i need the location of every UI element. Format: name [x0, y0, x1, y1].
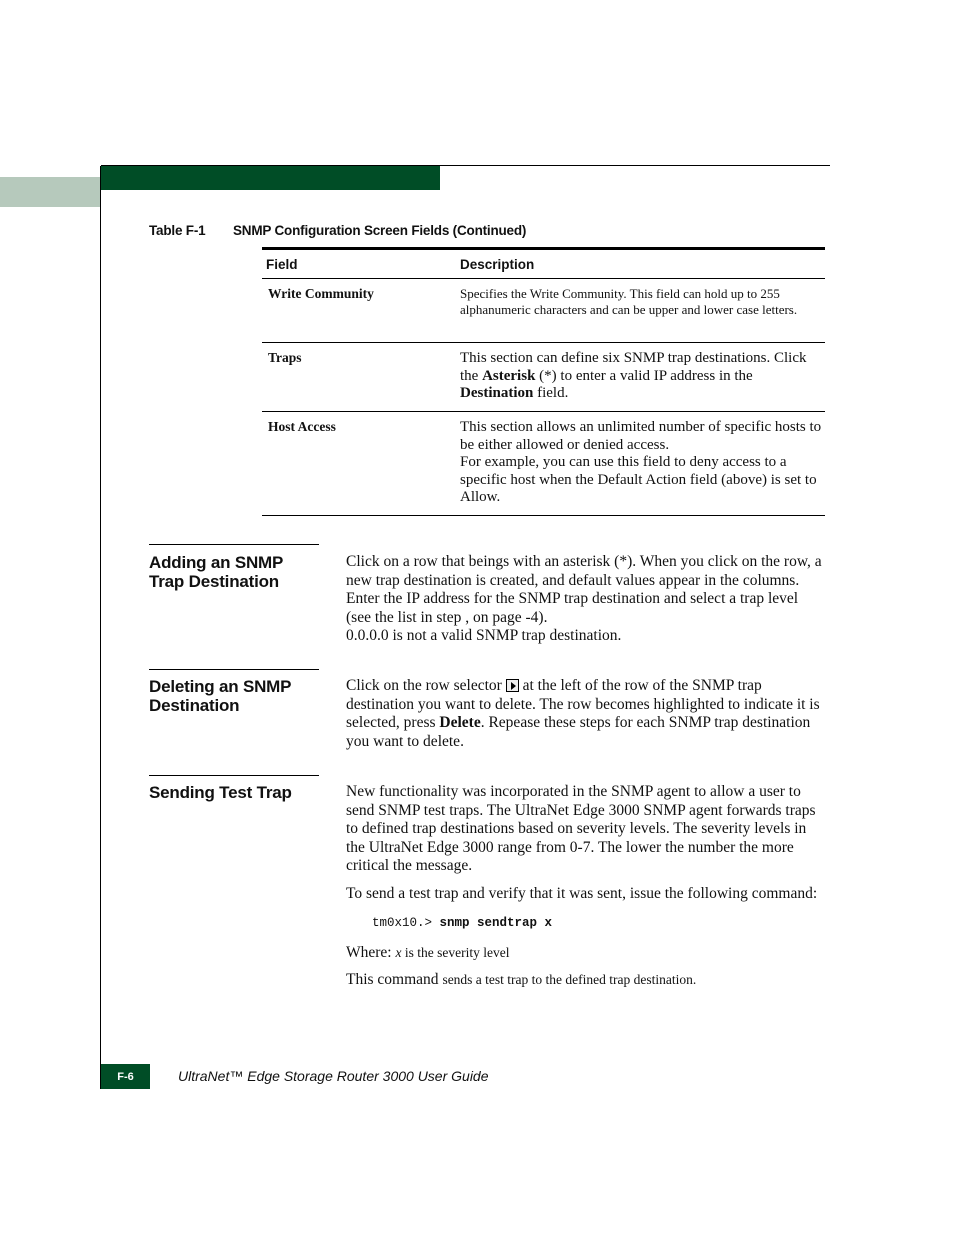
table-cell-description — [460, 350, 825, 411]
table-cell-field: Traps — [268, 350, 302, 365]
table-cell-field: Write Community — [268, 286, 374, 301]
traps-desc-bold2: Destination — [460, 385, 534, 401]
where-line — [346, 944, 826, 963]
page-number: F-6 — [117, 1070, 134, 1083]
section-body-sending — [346, 783, 826, 990]
header-gray-tab — [0, 177, 101, 207]
deleting-para — [346, 677, 826, 751]
footer-title: UltraNet™ Edge Storage Router 3000 User Guide — [178, 1068, 489, 1084]
command-text: snmp sendtrap x — [439, 916, 553, 930]
table-cell-description: Specifies the Write Community. This field can hold up to 255 alphanumeric characters and can be upper and lower case letters. — [460, 286, 798, 317]
command-line — [346, 914, 826, 933]
final-part1: This command — [346, 971, 443, 988]
host-access-desc-line2: For example, you can use this field to deny access to a specific host when the Default Action field (above) is set to Allow. — [460, 454, 817, 505]
table-header-field: Field — [266, 256, 298, 272]
page-number-badge — [101, 1064, 150, 1089]
section-heading-sending: Sending Test Trap — [149, 783, 292, 802]
section-rule-deleting — [149, 669, 319, 670]
command-prompt: tm0x10.> — [372, 916, 440, 930]
section-heading-deleting — [149, 677, 324, 715]
traps-desc-part3: field. — [533, 385, 569, 401]
snmp-fields-table — [262, 247, 825, 516]
section-rule-sending — [149, 775, 319, 776]
left-margin-rule — [100, 166, 101, 1089]
traps-desc-bold1: Asterisk — [482, 367, 536, 384]
traps-desc-part2: (*) to enter a valid IP address in the — [535, 367, 753, 384]
row-selector-icon — [506, 679, 519, 692]
heading-line: Deleting an SNMP — [149, 677, 292, 696]
final-line — [346, 971, 826, 990]
deleting-text-2: at the left of the row of the SNMP trap destination you want to delete. The row becomes highlighted to indicate it is selected, press — [346, 677, 820, 731]
where-label: Where: — [346, 943, 396, 961]
sending-para2: To send a test trap and verify that it was sent, issue the following command: — [346, 884, 818, 902]
final-part2: sends a test trap to the defined trap destination. — [442, 972, 697, 987]
adding-para2: 0.0.0.0 is not a valid SNMP trap destination. — [346, 627, 622, 644]
table-header-description: Description — [460, 256, 535, 272]
table-row — [262, 279, 825, 343]
header-green-bar — [101, 166, 440, 190]
heading-line: Destination — [149, 696, 240, 715]
host-access-desc-line1: This section allows an unlimited number of specific hosts to be either allowed or denied access. — [460, 419, 822, 453]
table-row — [262, 343, 825, 412]
deleting-bold-delete: Delete — [439, 714, 481, 731]
heading-line: Trap Destination — [149, 572, 279, 591]
section-body-adding — [346, 553, 826, 646]
where-variable: x — [395, 944, 402, 960]
traps-desc-part1: This section can define six SNMP trap destinations. Click the — [460, 350, 807, 384]
deleting-text-1: Click on the row selector — [346, 677, 506, 694]
deleting-text-3: . Repease these steps for each SNMP trap destination you want to delete. — [346, 714, 811, 750]
table-caption-title: SNMP Configuration Screen Fields (Continued) — [233, 223, 527, 238]
table-cell-field: Host Access — [268, 419, 336, 434]
table-caption-number: Table F-1 — [149, 223, 206, 238]
where-rest: is the severity level — [401, 944, 510, 960]
table-header-row — [262, 250, 825, 279]
table-cell-description — [460, 419, 825, 515]
section-body-deleting — [346, 677, 826, 751]
sending-para1: New functionality was incorporated in the SNMP agent to allow a user to send SNMP test traps. The UltraNet Edge 3000 SNMP agent forwards traps to defined trap destinations based on severity levels. The severity levels in the UltraNet Edge 3000 range from 0-7. The lower the number the more critical the message. — [346, 783, 816, 874]
section-rule-adding — [149, 544, 319, 545]
table-row — [262, 412, 825, 516]
heading-line: Adding an SNMP — [149, 553, 284, 572]
adding-para1: Click on a row that beings with an asterisk (*). When you click on the row, a new trap destination is created, and default values appear in the columns. Enter the IP address for the SNMP trap destination and select a trap level (see the list in step , on page -4). — [346, 553, 822, 626]
section-heading-adding — [149, 553, 324, 591]
